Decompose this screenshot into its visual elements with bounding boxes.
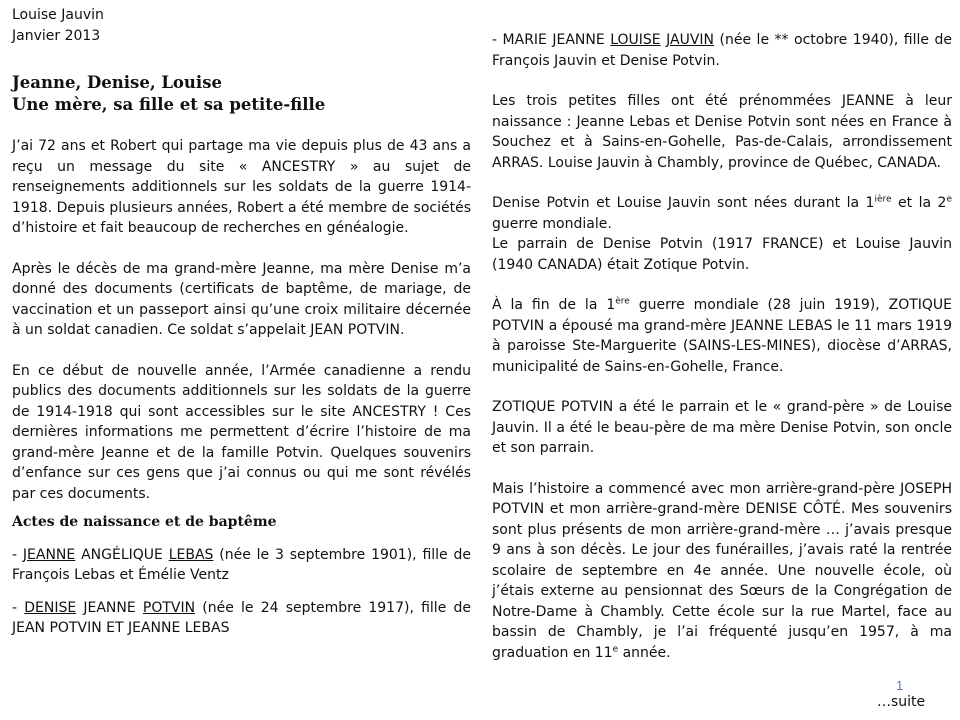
underlined-surname: LEBAS <box>168 546 214 563</box>
paragraph-ancestry: En ce début de nouvelle année, l’Armée canadienne a rendu publics des documents additionnels sur les soldats de la guerre de 1914-1918 qui sont accessibles sur le site ANCESTRY ! Ces dernières informations me permettent d’écrire l’histoire de ma grand-mère Jeanne et de la famille Potvin. Quelques souvenirs d’enfance sur ces gens que j’ai connus ou qui me sont révélés par ces documents. <box>12 362 471 502</box>
underlined-first-name: LOUISE <box>610 32 661 48</box>
birth-entry-louise: - MARIE JEANNE LOUISE JAUVIN (née le ** octobre 1940), fille de François Jauvin et Denise Potvin. <box>492 32 953 69</box>
title-line-2: Une mère, sa fille et sa petite-fille <box>12 95 326 114</box>
section-heading: Actes de naissance et de baptême <box>12 514 277 530</box>
underlined-surname: JAUVIN <box>666 32 715 48</box>
paragraph-zotique: ZOTIQUE POTVIN a été le parrain et le « grand-père » de Louise Jauvin. Il a été le beau-père de ma mère Denise Potvin, son oncle et son parrain. <box>492 399 952 456</box>
right-column <box>492 0 952 663</box>
paragraph-marriage: À la fin de la 1ère guerre mondiale (28 juin 1919), ZOTIQUE POTVIN a épousé ma grand-mère JEANNE LEBAS le 11 mars 1919 à paroisse Ste-Marguerite (SAINS-LES-MINES), diocèse d’ARRAS, municipalité de Sains-en-Gohelle, France. <box>492 296 953 375</box>
title-line-1: Jeanne, Denise, Louise <box>12 73 222 92</box>
left-column <box>12 0 471 639</box>
document-date: Janvier 2013 <box>12 27 101 44</box>
paragraph-godfather: Le parrain de Denise Potvin (1917 FRANCE) et Louise Jauvin (1940 CANADA) était Zotique Potvin. <box>492 236 952 273</box>
underlined-first-name: DENISE <box>24 599 77 616</box>
underlined-first-name: JEANNE <box>22 546 76 563</box>
paragraph-wars: Denise Potvin et Louise Jauvin sont nées durant la $1^{ière}$ et la 2e guerre mondiale. <box>492 194 952 232</box>
paragraph-history: Mais l’histoire a commencé avec mon arrière-grand-père JOSEPH POTVIN et mon arrière-grand-mère DENISE CÔTÉ. Mes souvenirs sont plus présents de mon arrière-grand-mère … j’avais presque 9 ans à son décès. Le jour des funérailles, j’avais raté la rentrée scolaire de septembre en 4e année. Une nouvelle école, où j’étais externe au pensionnat des Sœurs de la Congrégation de Notre-Dame à Chambly. Cette école sur la rue Martel, face au bassin de Chambly, je l’ai fréquenté jusqu’en 1957, à ma graduation en 11e année. <box>492 480 952 661</box>
author-name: Louise Jauvin <box>12 7 104 23</box>
paragraph-documents: Après le décès de ma grand-mère Jeanne, ma mère Denise m’a donné des documents (certificats de baptême, de mariage, de vaccination et un passeport ainsi qu’une croix militaire décernée à un soldat canadien. Ce soldat s’appelait JEAN POTVIN. <box>12 260 471 338</box>
paragraph-intro: J’ai 72 ans et Robert qui partage ma vie depuis plus de 43 ans a reçu un message du site « ANCESTRY » au sujet de renseignements additionnels sur les soldats de la guerre 1914-1918. Depuis plusieurs années, Robert a été membre de sociétés d’histoire et fait beaucoup de recherches en généalogie. <box>12 138 471 236</box>
page-number: 1 <box>896 678 904 693</box>
birth-entry-jeanne: - JEANNE ANGÉLIQUE LEBAS (née le 3 septembre 1901), fille de François Lebas et Émélie Ventz <box>12 546 471 583</box>
continued-note: …suite <box>877 694 926 710</box>
birth-entry-denise: - DENISE JEANNE POTVIN (née le 24 septembre 1917), fille de JEAN POTVIN ET JEANNE LEBAS <box>12 599 471 636</box>
underlined-surname: POTVIN <box>142 599 196 616</box>
paragraph-three-girls: Les trois petites filles ont été prénommées JEANNE à leur naissance : Jeanne Lebas et Denise Potvin sont nées en France à Souchez et à Sains-en-Gohelle, Pas-de-Calais, arrondissement ARRAS. Louise Jauvin à Chambly, province de Québec, CANADA. <box>492 93 952 171</box>
